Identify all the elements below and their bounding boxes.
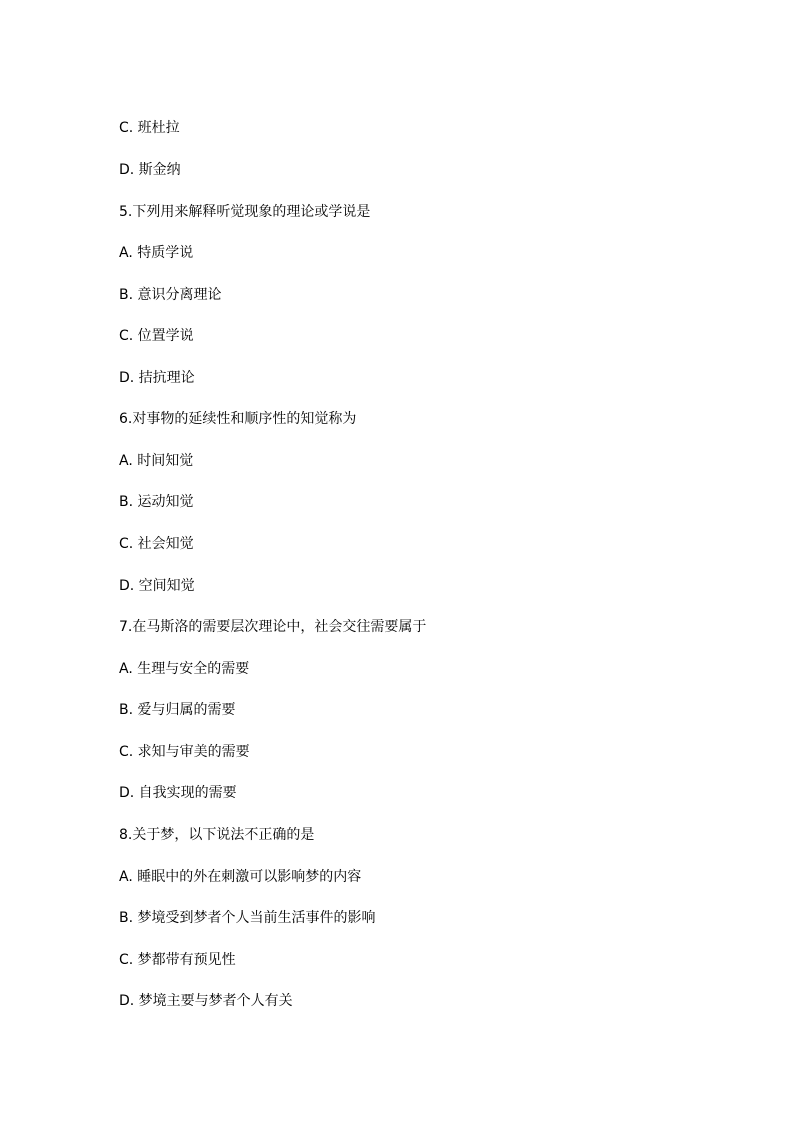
question-8-option-a: A. 睡眠中的外在刺激可以影响梦的内容 bbox=[119, 869, 362, 885]
question-8-stem: 8.关于梦，以下说法不正确的是 bbox=[119, 827, 315, 843]
question-8-option-b: B. 梦境受到梦者个人当前生活事件的影响 bbox=[119, 910, 376, 926]
question-8-option-c: C. 梦都带有预见性 bbox=[119, 952, 236, 968]
question-8-option-d: D. 梦境主要与梦者个人有关 bbox=[119, 993, 293, 1009]
question-7-option-d: D. 自我实现的需要 bbox=[119, 785, 237, 801]
question-5-option-a: A. 特质学说 bbox=[119, 245, 194, 261]
question-6-option-c: C. 社会知觉 bbox=[119, 536, 194, 552]
question-6-stem: 6.对事物的延续性和顺序性的知觉称为 bbox=[119, 411, 357, 427]
question-6-option-d: D. 空间知觉 bbox=[119, 578, 195, 594]
option-c-bandura: C. 班杜拉 bbox=[119, 120, 180, 136]
question-5-option-d: D. 拮抗理论 bbox=[119, 370, 195, 386]
question-5-stem: 5.下列用来解释听觉现象的理论或学说是 bbox=[119, 204, 371, 220]
question-7-option-b: B. 爱与归属的需要 bbox=[119, 702, 236, 718]
question-5-option-b: B. 意识分离理论 bbox=[119, 287, 222, 303]
question-6-option-a: A. 时间知觉 bbox=[119, 453, 194, 469]
question-7-option-a: A. 生理与安全的需要 bbox=[119, 661, 250, 677]
question-7-option-c: C. 求知与审美的需要 bbox=[119, 744, 250, 760]
question-6-option-b: B. 运动知觉 bbox=[119, 494, 194, 510]
question-7-stem: 7.在马斯洛的需要层次理论中，社会交往需要属于 bbox=[119, 619, 427, 635]
option-d-skinner: D. 斯金纳 bbox=[119, 162, 181, 178]
question-5-option-c: C. 位置学说 bbox=[119, 328, 194, 344]
